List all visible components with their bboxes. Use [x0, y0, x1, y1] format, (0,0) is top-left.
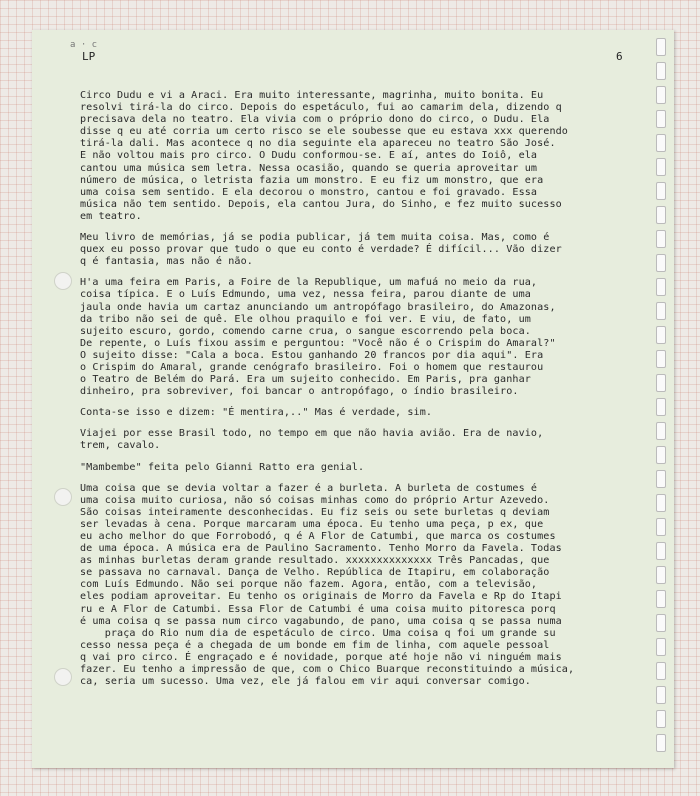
text-line: Uma coisa que se devia voltar a fazer é a burleta. A burleta de costumes é — [80, 482, 538, 494]
punch-holes — [54, 30, 74, 768]
punch-hole — [54, 668, 72, 686]
text-line: em teatro. — [80, 210, 142, 222]
binder-slot — [656, 734, 666, 752]
paragraph — [80, 462, 660, 474]
text-line: disse q eu até corria um certo risco se ele soubesse que eu estava xxx querendo — [80, 126, 568, 138]
text-line: trem, cavalo. — [80, 440, 161, 452]
text-line: H'a uma feira em Paris, a Foire de la Republique, um mafuá no meio da rua, — [80, 277, 538, 289]
text-line: uma coisa muito curiosa, não só coisas minhas como do próprio Artur Azevedo. — [80, 494, 550, 506]
text-line: com Luís Edmundo. Não sei porque não fazem. Agora, então, com a televisão, — [80, 579, 538, 591]
text-line: coisa típica. E o Luís Edmundo, uma vez, nessa feira, parou diante de uma — [80, 289, 531, 301]
text-line: E não voltou mais pro circo. O Dudu conformou-se. E aí, antes do Ioiô, ela — [80, 150, 538, 162]
punch-hole — [54, 272, 72, 290]
paragraph — [80, 483, 660, 689]
text-line: ru e A Flor de Catumbi. Essa Flor de Catumbi é uma coisa muito pitoresca porq — [80, 603, 556, 615]
typed-page — [32, 30, 674, 768]
text-line: dinheiro, pra sobreviver, foi bancar o antropófago, o índio brasileiro. — [80, 386, 519, 398]
text-line: jaula onde havia um cartaz anunciando um antropófago brasileiro, do Amazonas, — [80, 301, 556, 313]
paragraph — [80, 428, 660, 452]
text-line: da tribo não sei de quê. Ele olhou praquilo e foi ver. E viu, de fato, um — [80, 313, 531, 325]
paragraph — [80, 232, 660, 268]
text-line: quex eu posso provar que tudo o que eu conto é verdade? É difícil... Vão dizer — [80, 244, 562, 256]
text-line: tirá-la dali. Mas acontece q no dia seguinte ela apareceu no teatro São José. — [80, 138, 556, 150]
text-line: cesso nessa peça é a chegada de um bonde em fim de linha, com aquele pessoal — [80, 639, 550, 651]
text-line: resolvi tirá-la do circo. Depois do espetáculo, fui ao camarim dela, dizendo q — [80, 102, 562, 114]
text-line: número de música, o letrista fazia um monstro. E eu fiz um monstro, que era — [80, 174, 544, 186]
text-line: eu acho melhor do que Forrobodó, q é A Flor de Catumbi, que marca os costumes — [80, 531, 556, 542]
text-line: as minhas burletas deram grande resultado. xxxxxxxxxxxxxx Três Pancadas, que — [80, 555, 550, 567]
page-initials: LP — [82, 50, 96, 63]
text-line: Circo Dudu e vi a Araci. Era muito interessante, magrinha, muito bonita. Eu — [80, 90, 544, 101]
text-line: q vai pro circo. É engraçado e é novidade, porque até hoje não vi ninguém mais — [80, 651, 562, 663]
text-line: precisava dela no teatro. Ela vivia com o próprio dono do circo, o Dudu. Ela — [80, 114, 550, 126]
paragraph — [80, 407, 660, 419]
paragraph — [80, 277, 660, 398]
text-line: praça do Rio num dia de espetáculo de circo. Uma coisa q foi um grande su — [80, 627, 556, 639]
text-line: fazer. Eu tenho a impressão de que, com o Chico Buarque reconstituindo a música, — [80, 664, 575, 676]
text-line: de uma época. A música era de Paulino Sacramento. Tenho Morro da Favela. Todas — [80, 543, 562, 555]
text-line: "Mambembe" feita pelo Gianni Ratto era genial. — [80, 461, 365, 473]
text-line: ser levadas à cena. Porque marcaram uma época. Eu tenho uma peça, p ex, que — [80, 518, 544, 530]
binder-slot — [656, 710, 666, 728]
text-line: O sujeito disse: "Cala a boca. Estou ganhando 20 francos por dia aqui". Era — [80, 349, 544, 361]
text-line: São coisas inteiramente desconhecidas. Eu fiz seis ou sete burletas q deviam — [80, 506, 550, 518]
text-line: uma coisa sem sentido. E ela decorou o monstro, cantou e foi gravado. Essa — [80, 186, 538, 198]
text-line: Meu livro de memórias, já se podia publicar, já tem muita coisa. Mas, como é — [80, 232, 550, 244]
binder-slot — [656, 62, 666, 80]
text-line: sujeito escuro, gordo, comendo carne crua, o sangue escorrendo pela boca. — [80, 325, 531, 337]
paragraph — [80, 90, 660, 223]
text-line: ca, seria um sucesso. Uma vez, ele já falou em vir aqui conversar comigo. — [80, 676, 531, 688]
body-text — [80, 90, 660, 697]
text-line: Conta-se isso e dizem: "É mentira,.." Mas é verdade, sim. — [80, 407, 433, 419]
text-line: cantou uma música sem letra. Nessa ocasião, quando se queria aproveitar um — [80, 162, 538, 174]
punch-hole — [54, 488, 72, 506]
text-line: se passava no carnaval. Dança de Velho. República de Itapiru, em colaboração — [80, 567, 550, 579]
text-line: De repente, o Luís fixou assim e perguntou: "Você não é o Crispim do Amaral?" — [80, 337, 556, 349]
text-line: o Crispim do Amaral, grande cenógrafo brasileiro. Foi o homem que restaurou — [80, 361, 544, 373]
ink-mark: a · c — [70, 40, 98, 50]
text-line: q é fantasia, mas não é não. — [80, 256, 253, 268]
page-number: 6 — [616, 50, 623, 63]
text-line: Viajei por esse Brasil todo, no tempo em que não havia avião. Era de navio, — [80, 428, 544, 440]
binder-slot — [656, 38, 666, 56]
text-line: o Teatro de Belém do Pará. Era um sujeito conhecido. Em Paris, pra ganhar — [80, 374, 531, 386]
text-line: é uma coisa q se passa num circo vagabundo, de pano, uma coisa q se passa numa — [80, 615, 562, 627]
text-line: música não tem sentido. Depois, ela cantou Jura, do Sinho, e fez muito sucesso — [80, 198, 562, 210]
text-line: eles podiam aproveitar. Eu tenho os originais de Morro da Favela e Rp do Itapi — [80, 591, 562, 603]
